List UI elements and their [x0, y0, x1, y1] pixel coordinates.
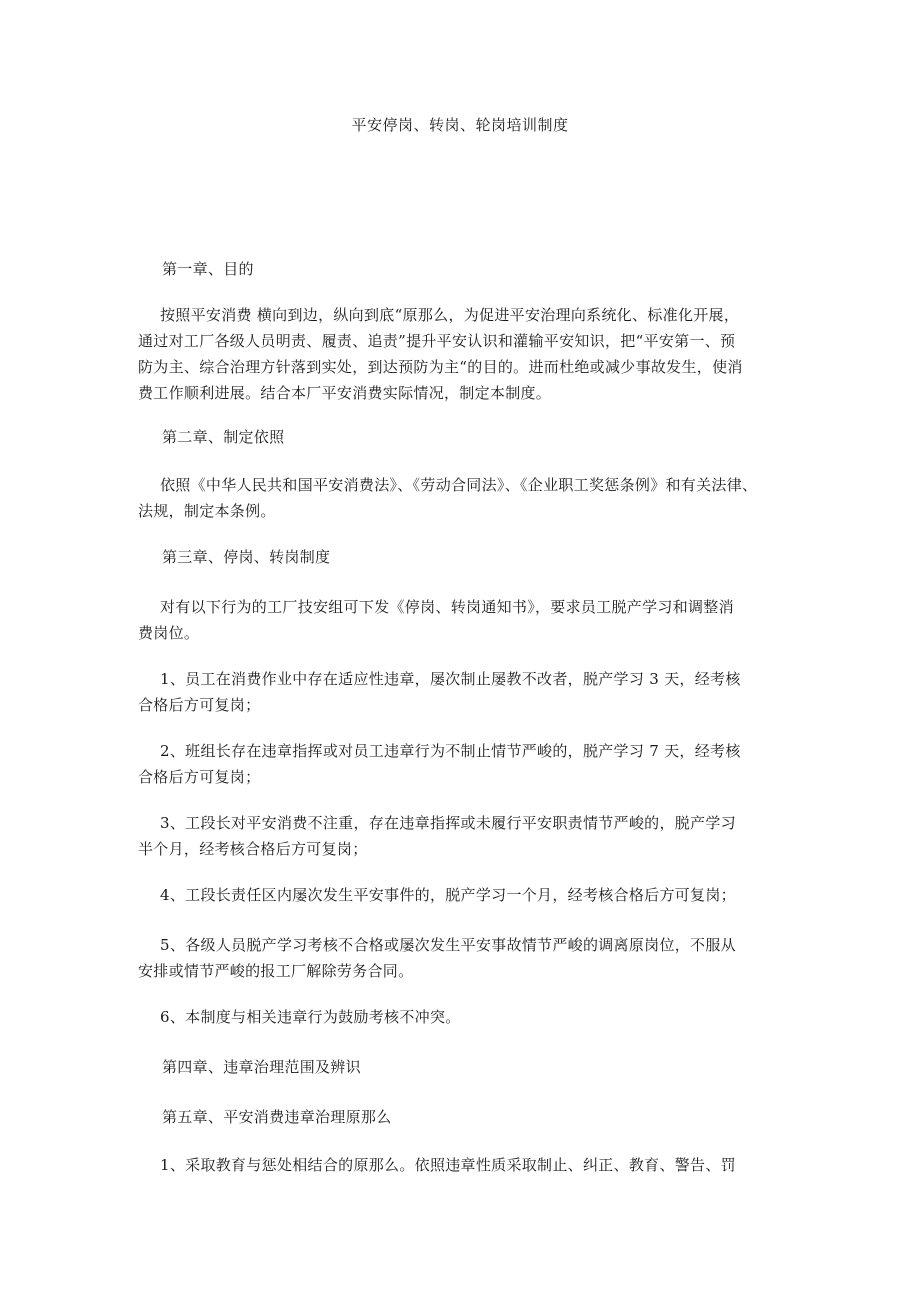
text-line: 通过对工厂各级人员明责、履责、追责”提升平安认识和灌输平安知识，把“平安第一、预 [138, 332, 736, 350]
list-item-1 [138, 666, 788, 718]
chapter-1-heading [138, 256, 788, 282]
text-line: 6、本制度与相关违章行为鼓励考核不冲突。 [160, 1008, 461, 1026]
text-line: 第二章、制定依照 [162, 428, 285, 446]
text-line: 合格后方可复岗； [138, 696, 261, 714]
text-line: 费工作顺利进展。结合本厂平安消费实际情况，制定本制度。 [138, 384, 552, 402]
text-line: 依照《中华人民共和国平安消费法》、《劳动合同法》、《企业职工奖惩条例》和有关法律、 [160, 476, 758, 494]
text-line: 第四章、违章治理范围及辨识 [162, 1058, 361, 1076]
list-item-5 [138, 932, 788, 984]
text-line: 2、班组长存在违章指挥或对员工违章行为不制止情节严峻的，脱产学习 7 天，经考核 [160, 742, 741, 760]
list-item-6 [138, 1004, 788, 1030]
text-line: 法规，制定本条例。 [138, 502, 276, 520]
list-item-3 [138, 810, 788, 862]
list-item-2 [138, 738, 788, 790]
text-line: 4、工段长责任区内屡次发生平安事件的，脱产学习一个月，经考核合格后方可复岗； [160, 886, 736, 904]
text-line: 半个月，经考核合格后方可复岗； [138, 840, 368, 858]
text-line: 1、采取教育与惩处相结合的原那么。依照违章性质采取制止、纠正、教育、警告、罚 [160, 1156, 736, 1174]
text-line: 防为主、综合治理方针落到实处，到达预防为主“的目的。进而杜绝或减少事故发生，使消 [138, 358, 743, 376]
text-line: 第一章、目的 [162, 260, 254, 278]
text-line: 第三章、停岗、转岗制度 [162, 548, 331, 566]
text-line: 第五章、平安消费违章治理原那么 [162, 1108, 392, 1126]
text-line: 合格后方可复岗； [138, 768, 261, 786]
chapter-2-heading [138, 424, 788, 450]
list-item-4 [138, 882, 788, 908]
text-line: 5、各级人员脱产学习考核不合格或屡次发生平安事故情节严峻的调离原岗位，不服从 [160, 936, 736, 954]
text-line: 费岗位。 [138, 624, 200, 642]
paragraph-purpose [138, 302, 788, 406]
chapter-4-heading [138, 1054, 788, 1080]
text-line: 3、工段长对平安消费不注重，存在违章指挥或未履行平安职责情节严峻的，脱产学习 [160, 814, 736, 832]
chapter-5-heading [138, 1104, 788, 1130]
paragraph-suspension-intro [138, 594, 788, 646]
chapter-5-item-1 [138, 1152, 788, 1178]
text-line: 1、员工在消费作业中存在适应性违章，屡次制止屡教不改者，脱产学习 3 天，经考核 [160, 670, 741, 688]
text-line: 对有以下行为的工厂技安组可下发《停岗、转岗通知书》，要求员工脱产学习和调整消 [160, 598, 734, 616]
text-line: 按照平安消费 横向到边，纵向到底“原那么，为促进平安治理向系统化、标准化开展， [160, 306, 740, 324]
document-title: 平安停岗、转岗、轮岗培训制度 [351, 116, 569, 134]
text-line: 安排或情节严峻的报工厂解除劳务合同。 [138, 962, 414, 980]
chapter-3-heading [138, 544, 788, 570]
paragraph-basis [138, 472, 788, 524]
